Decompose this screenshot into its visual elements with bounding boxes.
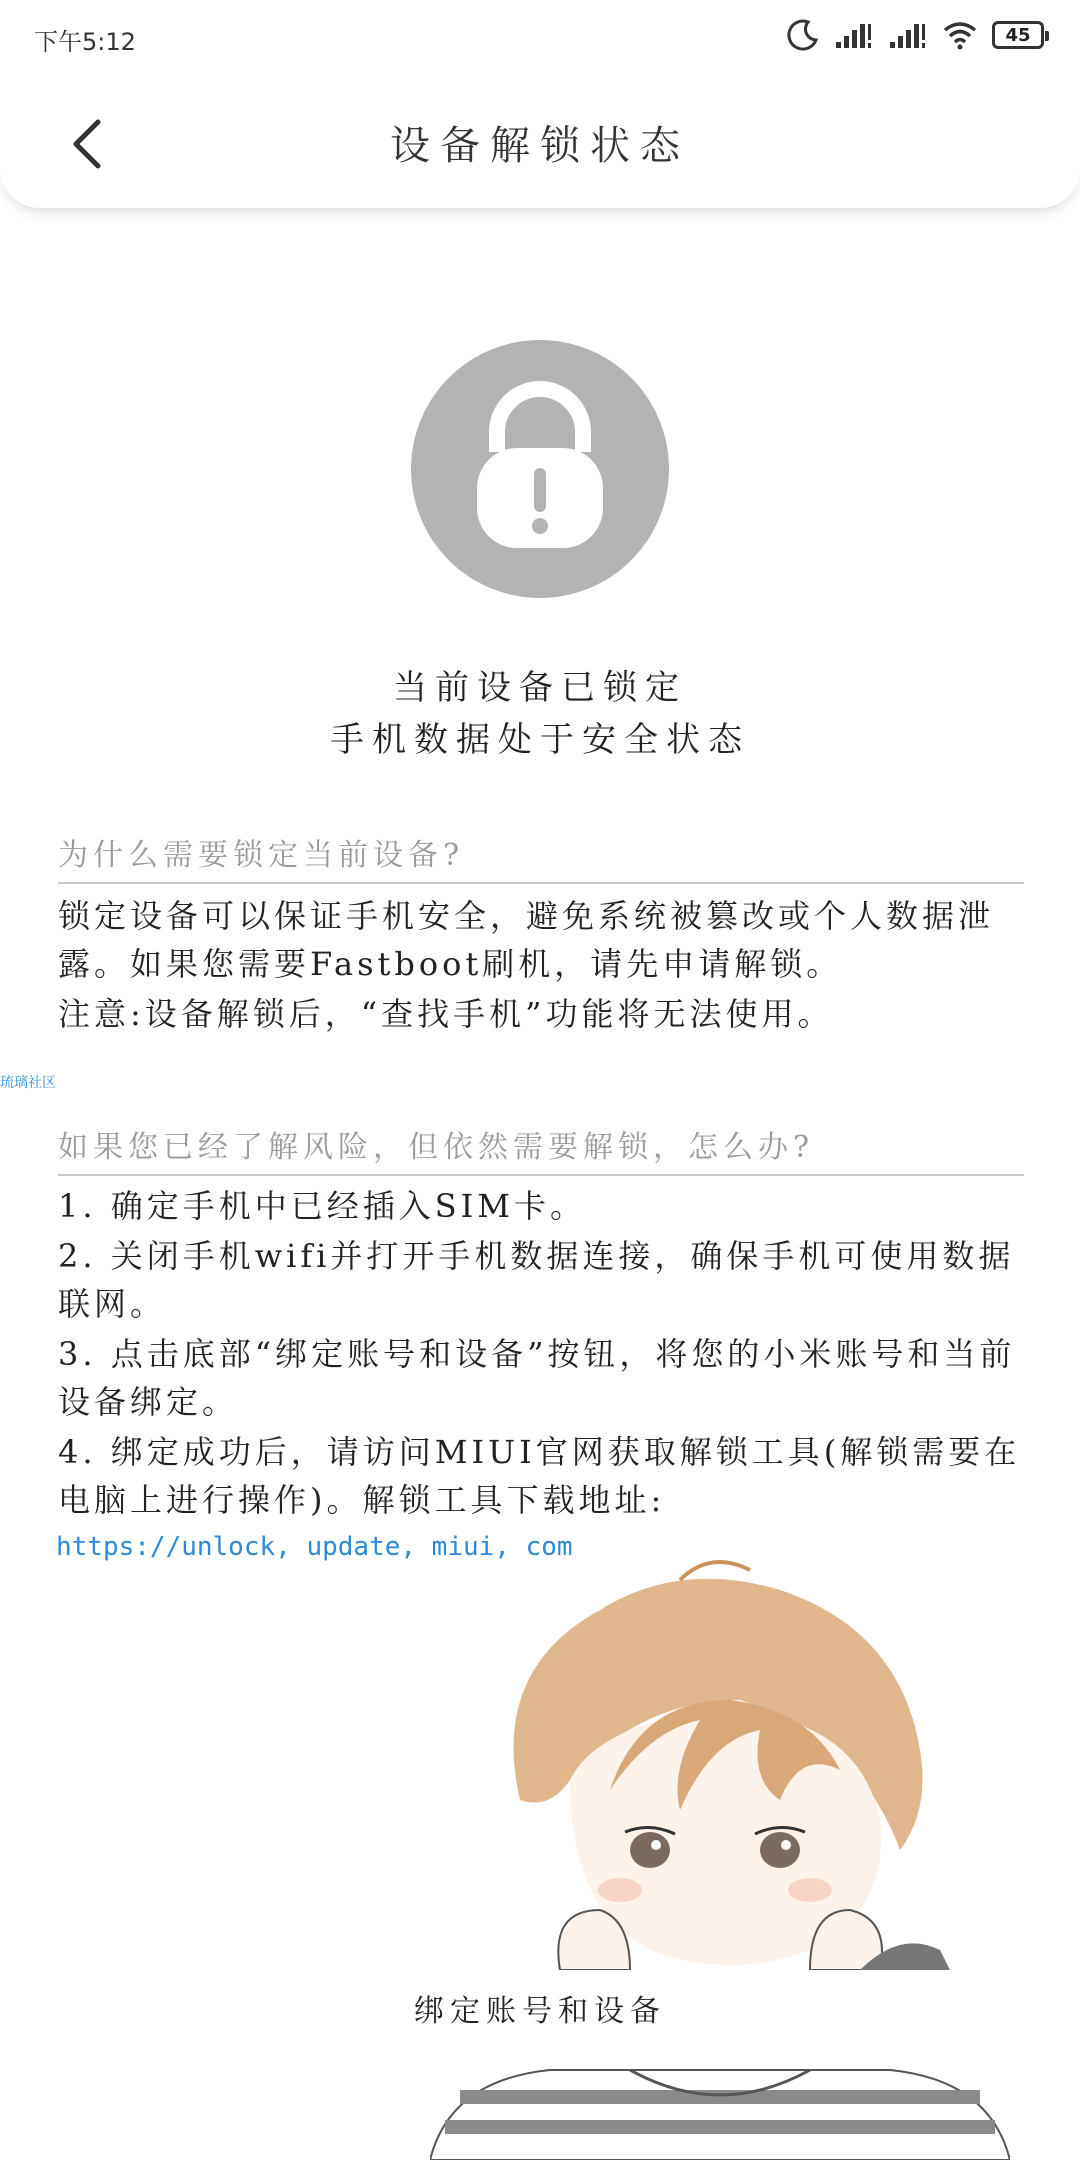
status-icons [786,18,1044,52]
status-bar [0,0,1080,78]
section-heading-why-lock: 为什么需要锁定当前设备? [58,830,1024,884]
lock-status-line2: 手机数据处于安全状态 [330,720,750,760]
boy-illustration [480,1550,960,1970]
status-time: 下午5:12 [34,28,136,56]
bind-account-device-button[interactable]: 绑定账号和设备 [414,1994,666,2029]
lock-status-line1: 当前设备已锁定 [393,668,687,708]
page-title: 设备解锁状态 [390,123,690,169]
section-body-steps [58,1182,1024,1526]
section-heading-how-unlock: 如果您已经了解风险，但依然需要解锁，怎么办? [58,1122,1024,1176]
moon-icon [786,18,820,52]
section-body-why-lock [58,892,1024,1040]
signal-icon [834,20,874,50]
wifi-icon [942,20,978,50]
unlock-download-link[interactable]: https://unlock, update, miui, com [56,1532,573,1562]
list-item: 4. 绑定成功后，请访问MIUI官网获取解锁工具(解锁需要在电脑上进行操作)。解锁工具下载地址: [58,1433,1021,1519]
lock-alert-icon [411,583,669,602]
paragraph: 注意:设备解锁后，“查找手机”功能将无法使用。 [58,995,834,1033]
list-item: 1. 确定手机中已经插入SIM卡。 [58,1187,587,1225]
lock-status-circle [411,340,669,598]
list-item: 2. 关闭手机wifi并打开手机数据连接，确保手机可使用数据联网。 [58,1237,1015,1323]
sweater-illustration [430,2060,1010,2160]
list-item: 3. 点击底部“绑定账号和设备”按钮，将您的小米账号和当前设备绑定。 [58,1335,1016,1421]
battery-icon: 45 [992,21,1044,49]
header [0,78,1080,208]
paragraph: 锁定设备可以保证手机安全，避免系统被篡改或个人数据泄露。如果您需要Fastboot刷机，请先申请解锁。 [58,897,995,983]
signal-icon [888,20,928,50]
watermark: 琉璃社区 [0,1075,56,1091]
